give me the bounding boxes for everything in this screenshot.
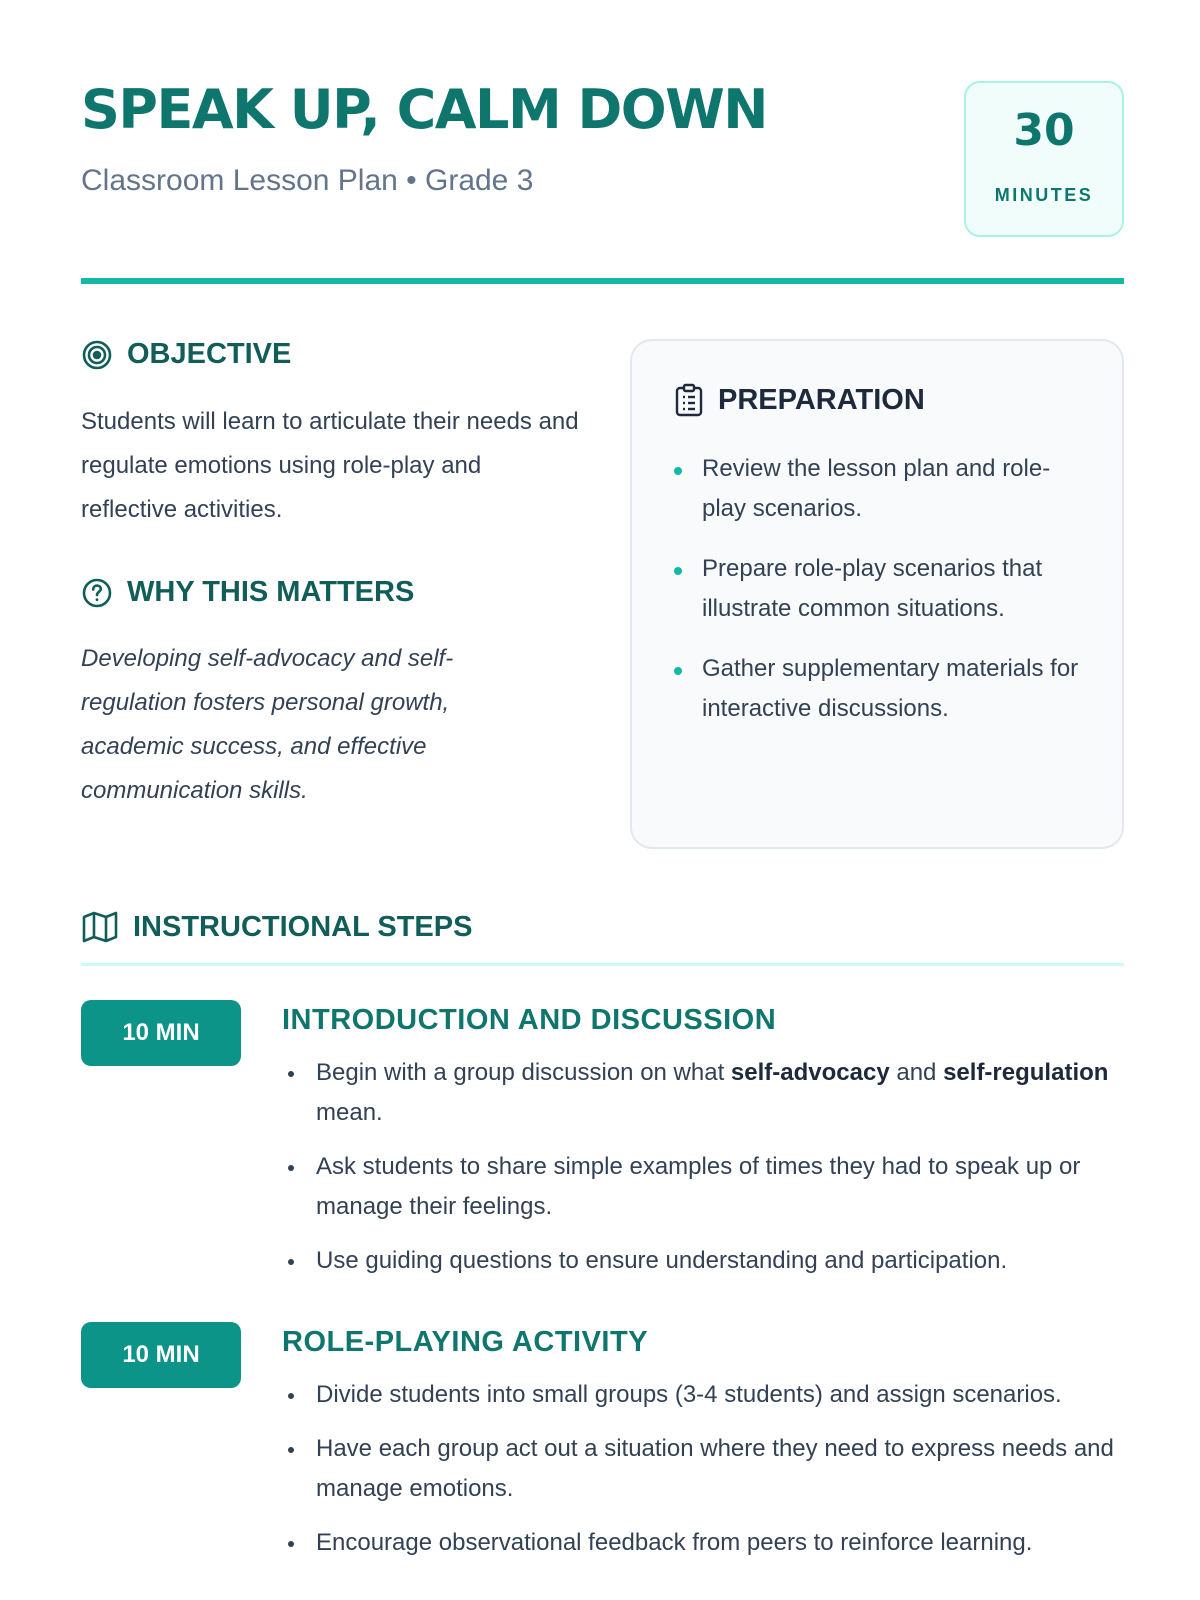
question-circle-icon: [81, 577, 113, 609]
term-self-regulation: self-regulation: [943, 1059, 1109, 1086]
why-heading: [81, 576, 414, 609]
page-title: SPEAK UP, CALM DOWN: [81, 78, 767, 141]
steps-heading-label: INSTRUCTIONAL STEPS: [133, 910, 473, 943]
step-item: Encourage observational feedback from peers to reinforce learning.: [282, 1523, 1124, 1563]
preparation-item: Prepare role-play scenarios that illustrate common situations.: [674, 549, 1094, 629]
duration-badge: [964, 81, 1124, 237]
objective-heading-label: OBJECTIVE: [127, 338, 292, 370]
step-item: Divide students into small groups (3-4 students) and assign scenarios.: [282, 1375, 1124, 1415]
step-item: Use guiding questions to ensure understanding and participation.: [282, 1241, 1124, 1281]
clipboard-icon: [674, 383, 704, 417]
objective-heading: [81, 338, 291, 371]
preparation-item: Review the lesson plan and role-play scenarios.: [674, 449, 1094, 529]
step-item: Begin with a group discussion on what self-advocacy and self-regulation mean.: [282, 1053, 1124, 1133]
preparation-heading-label: PREPARATION: [718, 383, 925, 416]
preparation-heading: [674, 383, 925, 417]
preparation-item: Gather supplementary materials for interactive discussions.: [674, 649, 1094, 729]
step-list: [282, 1053, 1124, 1295]
header-divider: [81, 278, 1124, 284]
why-heading-label: WHY THIS MATTERS: [127, 576, 415, 608]
step-item: Ask students to share simple examples of times they had to speak up or manage their feelings.: [282, 1147, 1124, 1227]
step-list: [282, 1375, 1124, 1577]
preparation-card: [630, 339, 1124, 849]
why-text: Developing self-advocacy and self-regulation fosters personal growth, academic success, and effective communication skills.: [81, 645, 454, 804]
step-item: Have each group act out a situation where they need to express needs and manage emotions.: [282, 1429, 1124, 1509]
term-self-advocacy: self-advocacy: [730, 1059, 890, 1086]
duration-value: 30: [1013, 105, 1075, 156]
step-duration-badge: 10 MIN: [81, 1322, 241, 1388]
step-duration-badge: 10 MIN: [81, 1000, 241, 1066]
step-title: ROLE-PLAYING ACTIVITY: [282, 1326, 649, 1358]
page-subtitle: Classroom Lesson Plan • Grade 3: [81, 164, 534, 197]
duration-unit: MINUTES: [994, 185, 1094, 205]
steps-divider: [81, 963, 1124, 966]
map-icon: [81, 910, 119, 944]
steps-heading: [81, 910, 472, 944]
target-icon: [81, 339, 113, 371]
preparation-list: [674, 449, 1094, 749]
objective-text: Students will learn to articulate their needs and regulate emotions using role-play and reflective activities.: [81, 408, 579, 523]
step-title: INTRODUCTION AND DISCUSSION: [282, 1004, 777, 1036]
